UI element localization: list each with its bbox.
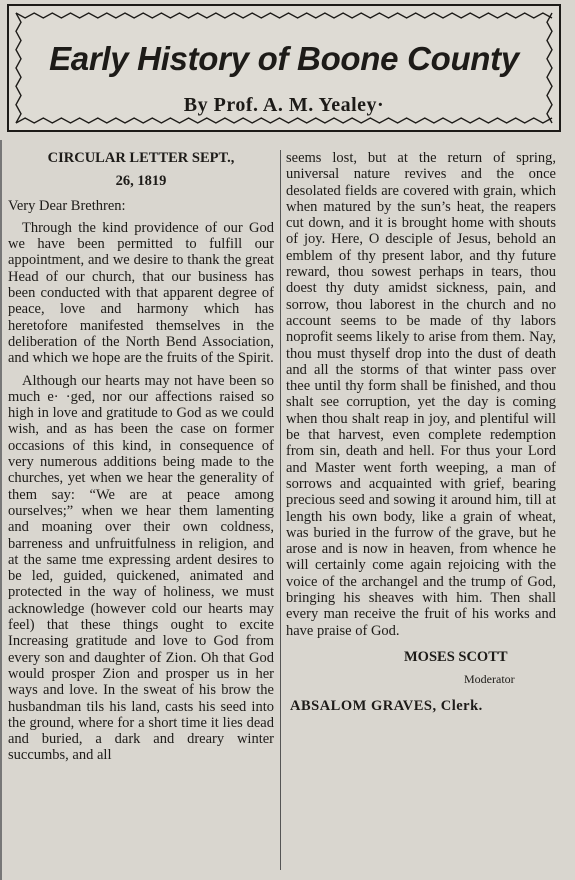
article-column-left [8, 150, 274, 770]
letter-heading-line2: 26, 1819 [115, 173, 167, 190]
column-divider [280, 150, 281, 870]
paragraph-2-continued: seems lost, but at the return of spring, universal nature revives and the once desolated fields are covered with grain, which when matured by the sun’s heat, the reapers cut down, and it is brought home with shouts of joy. Here, O desciple of Jesus, behold an emblem of thy present labor, and thy future reward, thou sowest perhaps in tears, thou doest thy duty amidst sickness, pain, and sorrow, thou laborest in the church and no account seems to be made of thy labors noprofit seems likely to arise from them. Nay, thou must thyself drop into the dust of death and all the storms of that winter pass over thee until thy form shall be finished, and thou shalt see corruption, yet the day is coming when thou shalt reap in joy, and plentiful will be that harvest, even complete redemption from sin, death and hell. For thus your Lord and Master went forth weeping, a man of sorrows and acquainted with grief, bearing precious seed and sowing it around him, till at length his own body, like a grain of wheat, was buried in the furrow of the grave, but he arose and is now in heaven, from whence he will certainly come again rejoicing with the voice of the archangel and the trump of God, bringing his sheaves with him. Then shall every man receive the fruit of his works and have praise of God. [286, 150, 556, 639]
letter-heading-line1: CIRCULAR LETTER SEPT., [47, 150, 235, 166]
signature-name: MOSES SCOTT [404, 648, 508, 665]
zigzag-segment [16, 13, 552, 18]
paragraph-1: Through the kind providence of our God we have been permitted to fulfill our appointment, and we desire to thank the great Head of our church, that our business has been conducted with that apparent degree of peace, love and harmony which has heretofore manifested themselves in the deliberation of the North Bend Association, and which we hope are the fruits of the Spirit. [8, 219, 274, 367]
zigzag-segment [16, 118, 552, 123]
paragraph-2: Although our hearts may not have been so much e· ·ged, nor our affections raised so high in love and gratitude to God as we could wish, and as has been the case on former occasions of this kind, in consequence of very numerous additions being made to the churches, yet when we hear the generality of them say: “We are at peace among ourselves;” when we hear them lamenting and moaning over their own coldness, barreness and unfruitfulness in religion, and at the same tme expressing ardent desires to be led, guided, quickened, animated and protected in the way of holiness, we must acknowledge (however cold our hearts may feel) that these things ought to excite Increasing gratitude and love to God from every son and daughter of Zion. Oh that God would prosper Zion and prosper us in her ways and love. In the sweat of his brow the husbandman tils his land, casts his seed into the ground, where for a short time it lies dead and buried, a dark and dreary winter succumbs, and all [8, 372, 274, 764]
salutation: Very Dear Brethren: [8, 197, 126, 214]
clerk-signature: ABSALOM GRAVES, Clerk. [290, 697, 483, 714]
header-banner [7, 4, 561, 132]
page-edge-rule [0, 140, 2, 880]
signature-title: Moderator [464, 672, 515, 687]
author-byline: By Prof. A. M. Yealey· [183, 94, 385, 116]
headline-title: Early History of Boone County [49, 40, 519, 77]
article-column-right [286, 150, 556, 714]
